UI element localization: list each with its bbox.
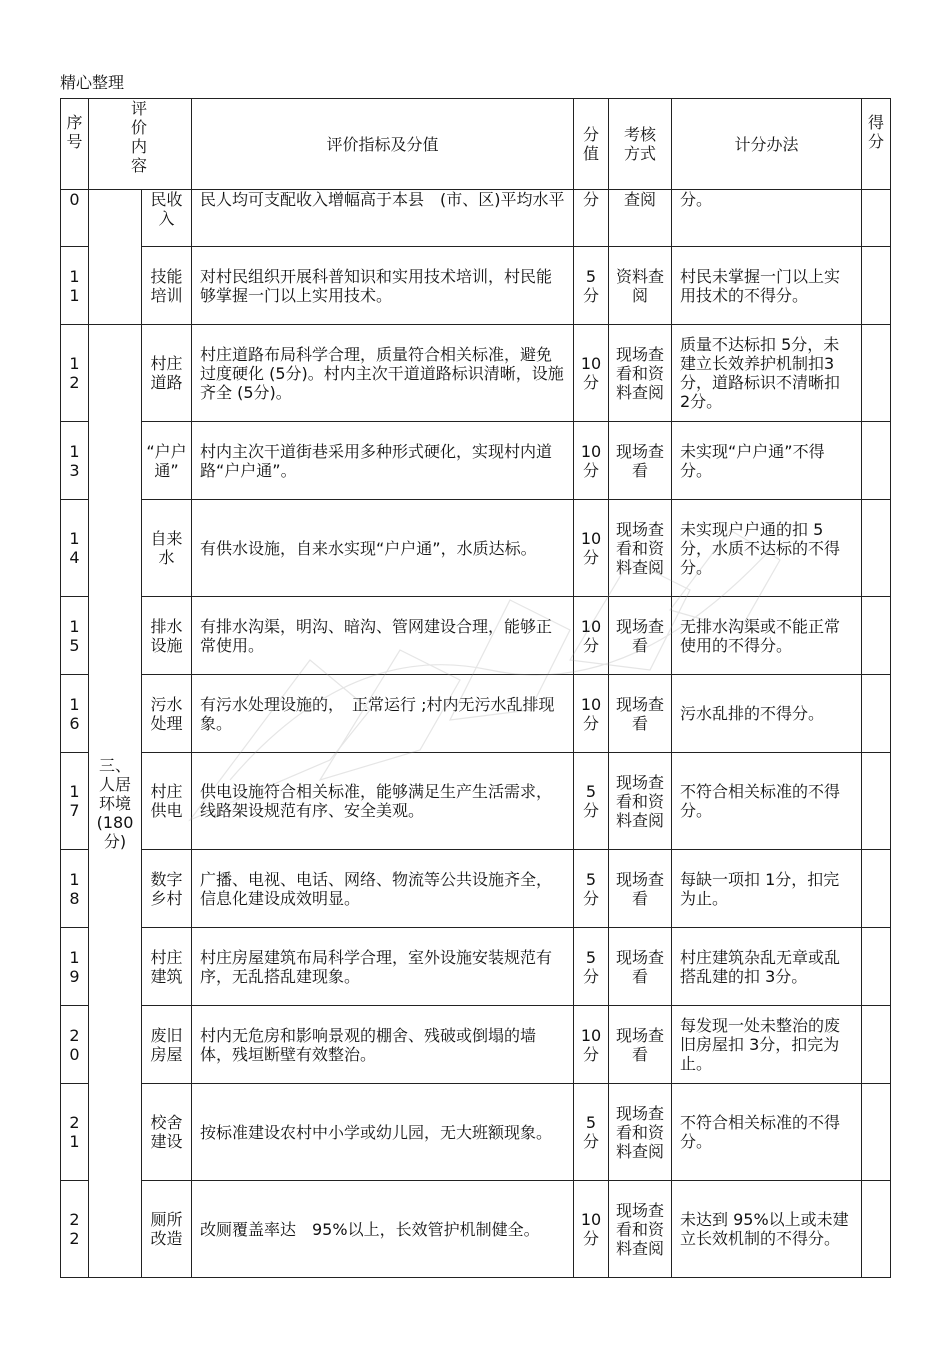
row-method: 现场查看 <box>609 928 672 1006</box>
row-item: 村庄建筑 <box>142 928 192 1006</box>
row-got <box>862 1084 891 1181</box>
header-content-label: 评价内容 <box>131 99 148 175</box>
row-item: “户户通” <box>142 422 192 500</box>
table-row <box>61 675 891 753</box>
row-indicator: 村庄房屋建筑布局科学合理，室外设施安装规范有序，无乱搭乱建现象。 <box>192 928 574 1006</box>
row-indicator: 按标准建设农村中小学或幼儿园，无大班额现象。 <box>192 1084 574 1181</box>
row-method: 现场查看 <box>609 1006 672 1084</box>
row-indicator: 村内主次干道街巷采用多种形式硬化，实现村内道路“户户通”。 <box>192 422 574 500</box>
row-item: 污水处理 <box>142 675 192 753</box>
header-rule: 计分办法 <box>672 99 862 190</box>
row-method: 现场查看和资料查阅 <box>609 325 672 422</box>
row-rule: 分。 <box>672 190 862 247</box>
row-item: 厕所改造 <box>142 1181 192 1278</box>
row-rule: 不符合相关标准的不得分。 <box>672 753 862 850</box>
row-got <box>862 753 891 850</box>
row-method: 现场查看和资料查阅 <box>609 500 672 597</box>
row-score: 5分 <box>574 247 609 325</box>
table-row <box>61 500 891 597</box>
row-rule: 未实现户户通的扣 5分，水质不达标的不得分。 <box>672 500 862 597</box>
row-indicator: 对村民组织开展科普知识和实用技术培训，村民能够掌握一门以上实用技术。 <box>192 247 574 325</box>
row-score: 5分 <box>574 753 609 850</box>
row-got <box>862 247 891 325</box>
row-rule: 未实现“户户通”不得分。 <box>672 422 862 500</box>
row-method: 现场查看和资料查阅 <box>609 753 672 850</box>
table-row <box>61 753 891 850</box>
row-got <box>862 597 891 675</box>
row-indicator: 民人均可支配收入增幅高于本县 (市、区)平均水平 <box>192 190 574 247</box>
table-row <box>61 1181 891 1278</box>
row-got <box>862 850 891 928</box>
row-rule: 不符合相关标准的不得分。 <box>672 1084 862 1181</box>
row-got <box>862 325 891 422</box>
table-row <box>61 422 891 500</box>
row-seq: 13 <box>61 422 89 500</box>
table-row <box>61 928 891 1006</box>
row-method: 现场查看 <box>609 850 672 928</box>
table-row <box>61 597 891 675</box>
table-row <box>61 190 891 247</box>
row-seq: 16 <box>61 675 89 753</box>
row-got <box>862 422 891 500</box>
row-method: 现场查看和资料查阅 <box>609 1084 672 1181</box>
table-row <box>61 1084 891 1181</box>
row-seq: 22 <box>61 1181 89 1278</box>
row-item: 自来水 <box>142 500 192 597</box>
row-indicator: 广播、电视、电话、网络、物流等公共设施齐全，信息化建设成效明显。 <box>192 850 574 928</box>
row-item: 技能培训 <box>142 247 192 325</box>
row-indicator: 有供水设施，自来水实现“户户通”，水质达标。 <box>192 500 574 597</box>
row-rule: 每发现一处未整治的废旧房屋扣 3分，扣完为止。 <box>672 1006 862 1084</box>
header-seq: 序号 <box>61 99 89 190</box>
row-rule: 质量不达标扣 5分，未建立长效养护机制扣3分，道路标识不清晰扣 2分。 <box>672 325 862 422</box>
header-got: 得分 <box>862 99 891 190</box>
row-rule: 每缺一项扣 1分，扣完为止。 <box>672 850 862 928</box>
row-seq: 17 <box>61 753 89 850</box>
row-score: 10分 <box>574 1181 609 1278</box>
row-score: 5分 <box>574 1084 609 1181</box>
row-got <box>862 928 891 1006</box>
row-rule: 村庄建筑杂乱无章或乱搭乱建的扣 3分。 <box>672 928 862 1006</box>
row-score: 5分 <box>574 928 609 1006</box>
row-indicator: 有污水处理设施的， 正常运行 ;村内无污水乱排现象。 <box>192 675 574 753</box>
row-indicator: 村内无危房和影响景观的棚舍、残破或倒塌的墙体，残垣断壁有效整治。 <box>192 1006 574 1084</box>
row-seq: 0 <box>61 190 89 247</box>
row-score: 10分 <box>574 597 609 675</box>
header-indicator: 评价指标及分值 <box>192 99 574 190</box>
row-score: 10分 <box>574 675 609 753</box>
row-rule: 村民未掌握一门以上实用技术的不得分。 <box>672 247 862 325</box>
row-method: 资料查阅 <box>609 247 672 325</box>
row-seq: 18 <box>61 850 89 928</box>
table-row <box>61 247 891 325</box>
row-indicator: 有排水沟渠，明沟、暗沟、管网建设合理，能够正常使用。 <box>192 597 574 675</box>
row-seq: 12 <box>61 325 89 422</box>
row-seq: 11 <box>61 247 89 325</box>
row-method: 现场查看 <box>609 675 672 753</box>
row-item: 数字乡村 <box>142 850 192 928</box>
table-row <box>61 325 891 422</box>
row-rule: 无排水沟渠或不能正常使用的不得分。 <box>672 597 862 675</box>
row-rule: 污水乱排的不得分。 <box>672 675 862 753</box>
row-got <box>862 1006 891 1084</box>
row-item: 村庄道路 <box>142 325 192 422</box>
row-seq: 15 <box>61 597 89 675</box>
header-score: 分值 <box>574 99 609 190</box>
row-method: 现场查看和资料查阅 <box>609 1181 672 1278</box>
row-got <box>862 190 891 247</box>
row-score: 10分 <box>574 325 609 422</box>
table-header-row <box>61 99 891 190</box>
row-rule: 未达到 95%以上或未建立长效机制的不得分。 <box>672 1181 862 1278</box>
row-got <box>862 500 891 597</box>
category-label: 三、人居环境(180分) <box>96 755 134 851</box>
row-indicator: 供电设施符合相关标准，能够满足生产生活需求，线路架设规范有序、安全美观。 <box>192 753 574 850</box>
row-score: 分 <box>574 190 609 247</box>
row-score: 5分 <box>574 850 609 928</box>
row-seq: 20 <box>61 1006 89 1084</box>
row-method: 现场查看 <box>609 422 672 500</box>
row-method: 现场查看 <box>609 597 672 675</box>
table-row <box>61 1006 891 1084</box>
header-content <box>89 99 192 190</box>
header-method <box>609 99 672 190</box>
row-seq: 21 <box>61 1084 89 1181</box>
evaluation-table <box>60 98 891 1278</box>
category-cell-prev <box>89 190 142 325</box>
row-indicator: 改厕覆盖率达 95%以上，长效管护机制健全。 <box>192 1181 574 1278</box>
table-row <box>61 850 891 928</box>
row-score: 10分 <box>574 422 609 500</box>
row-seq: 14 <box>61 500 89 597</box>
row-item: 民收入 <box>142 190 192 247</box>
header-method-label: 考核方式 <box>623 125 656 163</box>
row-method: 查阅 <box>609 190 672 247</box>
row-item: 排水设施 <box>142 597 192 675</box>
row-score: 10分 <box>574 500 609 597</box>
category-human-settlement <box>89 325 142 1278</box>
row-seq: 19 <box>61 928 89 1006</box>
row-item: 校舍建设 <box>142 1084 192 1181</box>
header-note: 精心整理 <box>60 73 125 92</box>
row-score: 10分 <box>574 1006 609 1084</box>
row-got <box>862 675 891 753</box>
row-item: 村庄供电 <box>142 753 192 850</box>
row-got <box>862 1181 891 1278</box>
row-indicator: 村庄道路布局科学合理，质量符合相关标准，避免过度硬化 (5分)。村内主次干道道路标识清晰，设施齐全 (5分)。 <box>192 325 574 422</box>
row-item: 废旧房屋 <box>142 1006 192 1084</box>
